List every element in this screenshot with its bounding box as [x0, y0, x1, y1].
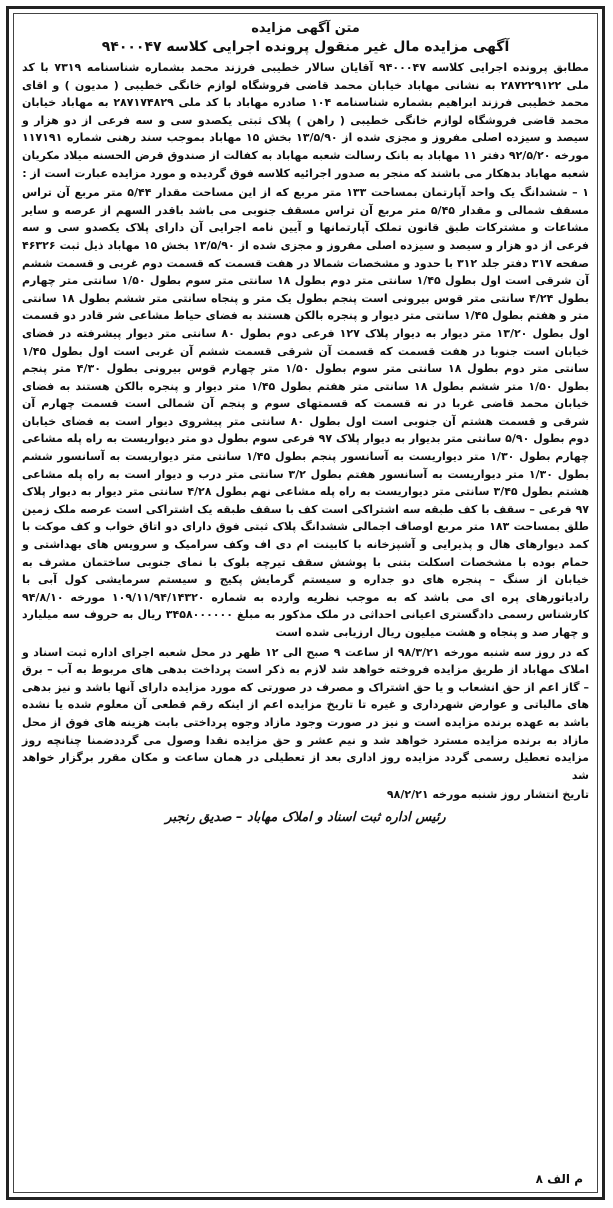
item-paragraph: ۱ – ششدانگ یک واحد آپارتمان بمساحت ۱۳۳ متر مربع که از این مساحت مقدار ۵/۴۴ متر مربع آن تراس مسقف شمالی و مقدار ۵/۴۵ متر مربع آن تراس مسقف جنوبی می باشد باقدر السهم از عرصه و سایر مشاعات و مشترکات طبق قانون تملک آپارتمانها و آیین نامه اجرایی آن دارای پلاک یکصدو سی و سه فرعی از دو هزار و سیصد و سیزده اصلی مفروز و مجزی شده از ۱۳/۵/۹۰ بخش ۱۵ مهاباد ذیل ثبت ۴۶۳۲۶ صفحه ۳۱۷ دفتر جلد ۳۱۲ با حدود و مشخصات شمالا در هفت قسمت که قسمت دوم غربی و قسمت ششم آن شرقی است اول بطول ۱/۴۵ سانتی متر دوم بطول ۱۸ سانتی متر سوم بطول ۱/۵۰ سانتی متر چهارم بطول ۴/۲۴ سانتی متر قوس بیرونی است پنجم بطول یک متر و پنجاه سانتی متر ششم بطول ۱۸ سانتی متر و هفتم بطول ۱/۴۵ سانتی متر دیوار و پنجره بالکن هستند به فضای حیاط مشاعی شر قادر دو قسمت اول بطول ۱۳/۲۰ متر دیوار به دیوار پلاک ۱۲۷ فرعی دوم بطول ۸۰ سانتی متر دیوار پیشرفته در فضای خیابان است جنوبا در هفت قسمت که قسمت آن شرقی قسمت ششم آن غربی است اول بطول ۱/۴۵ سانتی متر دوم بطول ۱۸ سانتی متر سوم بطول ۱/۵۰ متر چهارم قوس بیرونی بطول ۴/۳۰ متر پنجم بطول ۱/۵۰ متر ششم بطول ۱۸ سانتی متر هفتم بطول ۱/۴۵ متر دیوار و پنجره بالکن هستند به فضای خیابان محمد قاضی غربا در نه قسمت که قسمتهای سوم و پنجم آن شمالی است قسمت چهارم آن شرقی و قسمت هشتم آن جنوبی است اول بطول ۸۰ سانتی متر پیشروی دیوار است به فضای خیابان دوم بطول ۵/۹۰ سانتی متر بدیوار به دیوار پلاک ۹۷ فرعی سوم بطول دو متر دیواریست به راه پله مشاعی چهارم بطول ۱/۳۰ متر دیواریست به آسانسور پنجم بطول ۱/۴۵ سانتی متر دیواریست به آسانسور ششم بطول ۱/۳۰ متر دیواریست به آسانسور هفتم بطول ۳/۲ سانتی متر درب و دیوار است به راه پله مشاعی هشتم بطول ۳/۴۵ سانتی متر دیواریست به راه پله مشاعی نهم بطول ۴/۲۸ سانتی متر دیوار به دیوار پلاک ۹۷ فرعی – سقف با کف طبقه سه اشتراکی است کف با سقف طبقه یک اشتراکی است عرصه ملک زمین طلق بمساحت ۱۸۳ متر مربع اوصاف اجمالی ششدانگ پلاک ثبتی فوق دارای دو اتاق خواب و کف موکت با کمد دیوارهای هال و پذیرایی و آشپزخانه با کابینت ام دی اف وکف سرامیک و سرویس های بهداشتی و حمام بوده با مشخصات اسکلت بتنی با پوشش سقف تیرچه بلوک با نمای جنوبی ساختمان مشرف به خیابان از سنگ – پنجره های دو جداره و سیستم گرمایش پکیج و سیستم سرمایشی کول آبی با رادیاتورهای پره ای می باشد که به موجب نظریه وارده به شماره ۱۰۹/۱۱/۹۴/۱۴۳۲۰ مورخه ۹۴/۸/۱۰ کارشناس رسمی دادگستری اعیانی احداثی در ملک مذکور به مبلغ ۳۴۵۸۰۰۰۰۰۰ ریال به حروف سه میلیارد و چهار صد و پنجاه و هشت میلیون ریال ارزیابی شده است	[22, 186, 590, 639]
auction-paragraph: که در روز سه شنبه مورخه ۹۸/۳/۲۱ از ساعت ۹ صبح الی ۱۲ ظهر در محل شعبه اجرای اداره ثبت اسناد و املاک مهاباد از طریق مزایده فروخته خواهد شد لازم به ذکر است پرداخت بدهی های مربوط به آب – برق – گاز اعم از حق انشعاب و یا حق اشتراک و مصرف در صورتی که مورد مزایده دارای آنها باشد و نیز بدهی های مالیاتی و عوارض شهرداری و غیره تا تاریخ مزایده اعم از اینکه رقم قطعی آن معلوم شده یا نشده باشد به عهده برنده مزایده است و نیز در صورت وجود مازاد وجوه پرداختی بابت هزینه های فوق از محل مازاد به برنده مزایده مسترد خواهد شد و نیم عشر و حق مزایده نقدا وصول می گرددضمنا چنانچه روز مزایده تعطیل رسمی گردد مزایده روز اداری بعد از تعطیلی در همان ساعت و مکان مقرر برگزار خواهد شد	[22, 645, 589, 782]
notice-subtitle: آگهی مزایده مال غیر منقول پرونده اجرایی کلاسه ۹۴۰۰۰۴۷	[101, 39, 510, 55]
intro-paragraph: مطابق پرونده اجرایی کلاسه ۹۴۰۰۰۴۷ آقایان سالار خطیبی فرزند محمد بشماره شناسنامه ۷۳۱۹ با کد ملی ۲۸۷۲۲۹۱۲۲ به نشانی مهاباد خیابان محمد قاضی فروشگاه لوازم خانگی خطیبی ( مدیون ) و اقای محمد خطیبی فرزند ابراهیم بشماره شناسنامه ۱۰۴ صادره مهاباد با کد ملی ۲۸۷۱۷۴۸۲۹ به مهاباد خیابان محمد قاضی فروشگاه لوازم خانگی خطیبی ( راهن ) پلاک ثبتی یکصدو سی و سه فرعی از دو هزار و سیصد و سیزده اصلی مفروز و مجزی شده از ۱۳/۵/۹۰ بخش ۱۵ مهاباد بموجب سند رهنی شماره ۱۱۷۱۹۱ مورخه ۹۲/۵/۲۰ دفتر ۱۱ مهاباد به بانک رسالت شعبه مهاباد به کفالت از صندوق قرض الحسنه میلاد مکریان شعبه مهاباد بدهکار می باشند که منجر به صدور اجرائیه کلاسه فوق گردیده و مورد مزایده عبارت است از :	[22, 61, 589, 180]
notice-frame	[6, 6, 605, 1200]
reference-code: م الف ۸	[535, 1172, 583, 1186]
notice-title: متن آگهی مزایده	[251, 21, 360, 36]
publish-date: تاریخ انتشار روز شنبه مورخه ۹۸/۲/۲۱	[386, 788, 589, 802]
signature: رئیس اداره ثبت اسناد و املاک مهاباد – صدیق رنجبر	[165, 809, 446, 825]
notice-inner-border	[13, 13, 598, 1193]
